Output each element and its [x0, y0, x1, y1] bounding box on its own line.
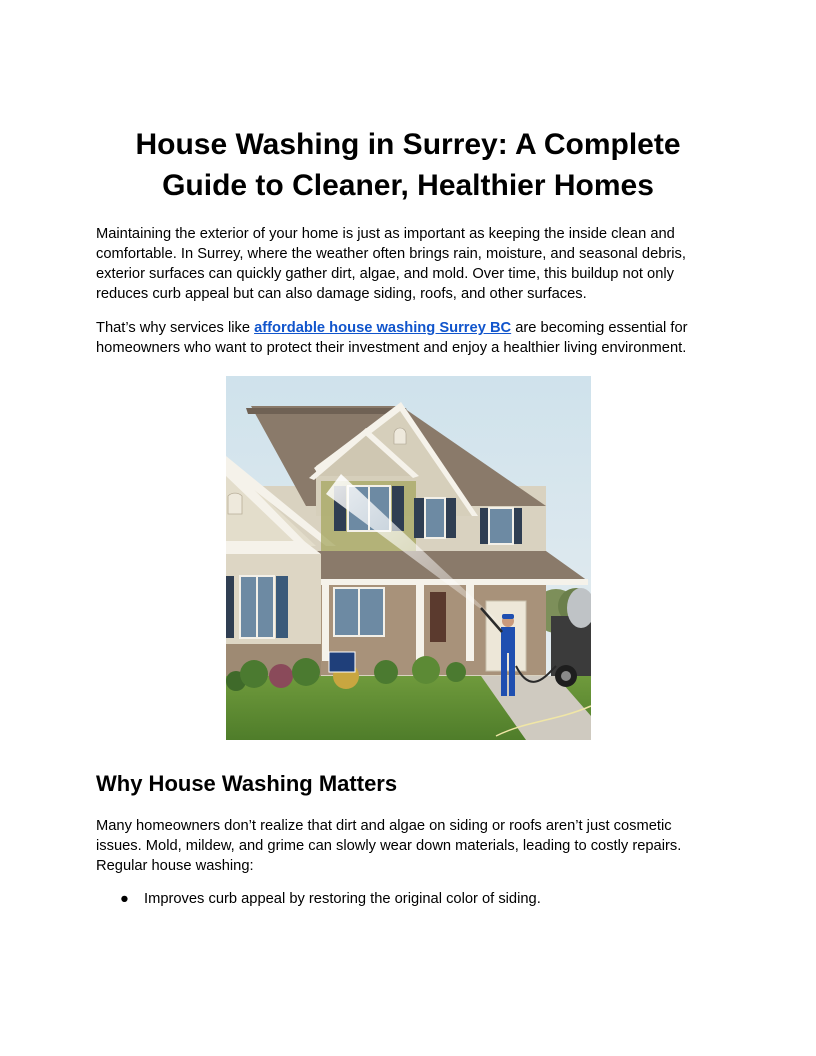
- house-washing-photo: [226, 376, 591, 740]
- page-title: House Washing in Surrey: A Complete Guide to Cleaner, Healthier Homes: [135, 128, 681, 202]
- affordable-house-washing-link[interactable]: affordable house washing Surrey BC: [254, 320, 512, 336]
- section-heading: Why House Washing Matters: [96, 771, 398, 796]
- services-paragraph: [96, 318, 716, 358]
- list-item: [96, 889, 541, 909]
- list-item-text: Improves curb appeal by restoring the original color of siding.: [144, 891, 541, 907]
- services-paragraph-text-start: That’s why services like: [96, 320, 255, 336]
- house-illustration: [226, 376, 591, 740]
- intro-paragraph: Maintaining the exterior of your home is just as important as keeping the inside clean and comfortable. In Surrey, where the weather often brings rain, moisture, and seasonal debris, exterior surfaces can quickly gather dirt, algae, and mold. Over time, this buildup not only reduces curb appeal but can also damage siding, roofs, and other surfaces.: [96, 226, 686, 302]
- bullet-icon: ●: [120, 891, 129, 907]
- section-paragraph: Many homeowners don’t realize that dirt and algae on siding or roofs aren’t just cosmetic issues. Mold, mildew, and grime can slowly wear down materials, leading to costly repairs. Regular house washing:: [96, 818, 682, 874]
- services-paragraph-text-end: are becoming essential for homeowners who want to protect their investment and enjoy a healthier living environment.: [96, 320, 688, 356]
- benefits-list: [96, 889, 541, 909]
